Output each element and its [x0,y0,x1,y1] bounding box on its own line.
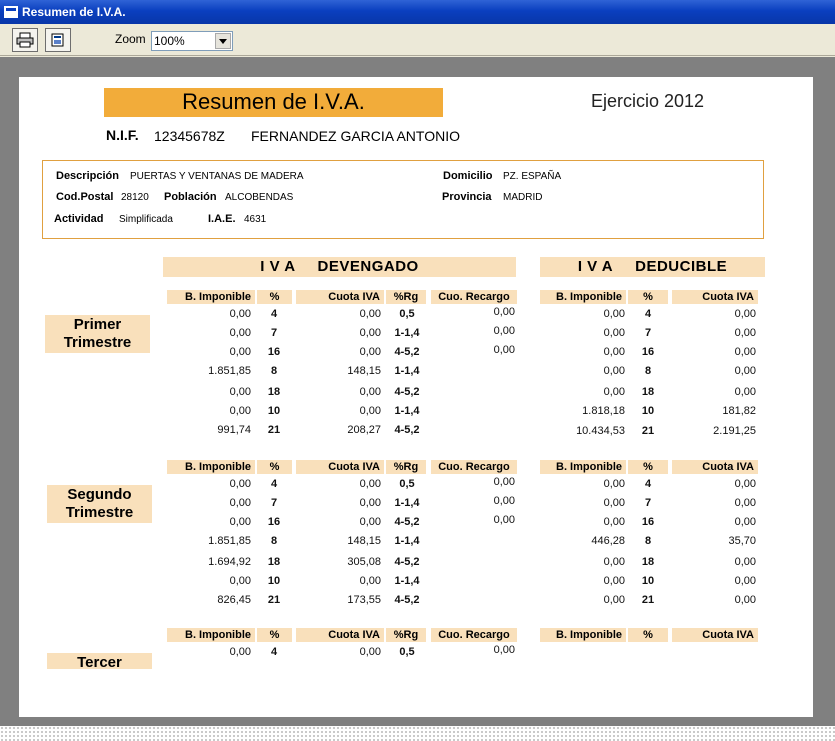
report-window-icon [4,6,18,18]
devengado-cell: 0,00 [359,478,381,490]
column-header: %Rg [386,290,426,304]
deducible-cell: 2.191,25 [713,425,756,437]
deducible-cell: 0,00 [734,386,756,398]
domicilio-label: Domicilio [443,170,493,182]
devengado-cell: 0,00 [493,644,515,656]
column-header: %Rg [386,628,426,642]
quarter-label-line: Segundo [67,486,132,503]
actividad-label: Actividad [54,213,104,225]
devengado-cell: 0,00 [359,405,381,417]
devengado-cell: 7 [270,497,278,509]
deducible-cell: 181,82 [722,405,756,417]
column-header: B. Imponible [167,460,255,474]
report-page [19,77,813,717]
devengado-cell [439,363,515,376]
descripcion-label: Descripción [56,170,119,182]
zoom-select[interactable] [151,31,233,51]
deducible-cell: 0,00 [734,308,756,320]
devengado-cell: 0,00 [359,308,381,320]
quarter-label-line: Trimestre [65,504,134,521]
devengado-cell: 4 [270,478,278,490]
fiscal-year: Ejercicio 2012 [591,91,705,111]
poblacion-label: Población [164,191,217,203]
devengado-cell: 1-1,4 [394,327,420,339]
devengado-cell: 4-5,2 [394,516,420,528]
descripcion-value: PUERTAS Y VENTANAS DE MADERA [130,171,304,182]
zoom-label: Zoom [115,32,146,46]
column-header: B. Imponible [167,628,255,642]
deducible-cell: 0,00 [734,497,756,509]
deducible-cell: 16 [641,346,655,358]
window-title: Resumen de I.V.A. [22,5,126,19]
deducible-cell: 0,00 [603,516,625,528]
devengado-cell: 0,00 [493,306,515,318]
codpostal-label: Cod.Postal [56,191,114,203]
devengado-cell: 1-1,4 [394,405,420,417]
nif-label: N.I.F. [106,127,139,143]
column-header: Cuo. Recargo [431,290,517,304]
devengado-cell: 0,00 [359,497,381,509]
taxpayer-name: FERNANDEZ GARCIA ANTONIO [251,128,460,144]
devengado-cell: 18 [267,386,281,398]
deducible-cell: 0,00 [734,478,756,490]
deducible-cell: 18 [641,556,655,568]
column-header: B. Imponible [540,628,626,642]
deducible-cell: 0,00 [603,497,625,509]
devengado-cell: 305,08 [347,556,381,568]
devengado-cell [439,554,515,567]
report-preview-area[interactable] [0,57,835,741]
deducible-cell: 21 [641,594,655,606]
column-header: Cuota IVA [672,460,758,474]
devengado-cell: 0,00 [359,516,381,528]
deducible-cell: 7 [644,497,652,509]
deducible-cell: 10.434,53 [576,425,625,437]
column-header: Cuota IVA [296,460,384,474]
devengado-cell: 1-1,4 [394,575,420,587]
column-header: Cuota IVA [672,628,758,642]
deducible-cell: 7 [644,327,652,339]
screen-dither-overlay [0,726,835,741]
devengado-cell: 826,45 [217,594,251,606]
column-header: Cuo. Recargo [431,628,517,642]
devengado-cell: 0,00 [359,646,381,658]
poblacion-value: ALCOBENDAS [225,192,294,203]
devengado-cell: 0,00 [493,325,515,337]
devengado-cell: 1-1,4 [394,497,420,509]
column-header: Cuota IVA [296,290,384,304]
deducible-cell: 4 [644,478,652,490]
deducible-cell: 8 [644,365,652,377]
devengado-cell: 21 [267,594,281,606]
deducible-cell: 0,00 [603,365,625,377]
quarter-label [45,315,150,353]
devengado-cell: 0,00 [493,344,515,356]
deducible-cell: 16 [641,516,655,528]
devengado-cell: 7 [270,327,278,339]
toolbar [0,24,835,56]
deducible-cell: 0,00 [603,308,625,320]
devengado-cell: 0,5 [399,308,415,320]
column-header: % [628,460,668,474]
report-title: Resumen de I.V.A. [104,88,443,117]
devengado-cell: 148,15 [347,365,381,377]
devengado-cell: 1-1,4 [394,535,420,547]
deducible-cell: 35,70 [728,535,756,547]
devengado-cell: 0,00 [359,327,381,339]
devengado-cell: 0,5 [399,478,415,490]
devengado-cell: 208,27 [347,424,381,436]
column-header: B. Imponible [167,290,255,304]
devengado-cell: 16 [267,516,281,528]
column-header: % [628,290,668,304]
devengado-cell: 991,74 [217,424,251,436]
devengado-cell: 0,00 [229,346,251,358]
deducible-cell: 0,00 [603,386,625,398]
deducible-cell: 1.818,18 [582,405,625,417]
column-header: % [257,460,292,474]
provincia-label: Provincia [442,191,492,203]
iva-devengado-title: I V A DEVENGADO [163,257,516,277]
deducible-cell: 0,00 [734,346,756,358]
quarter-label-line: Tercer [77,654,122,671]
deducible-cell: 0,00 [734,327,756,339]
deducible-cell: 0,00 [603,327,625,339]
devengado-cell [439,403,515,416]
devengado-cell [439,592,515,605]
devengado-cell: 0,00 [359,346,381,358]
devengado-cell: 1.694,92 [208,556,251,568]
devengado-cell: 0,00 [359,386,381,398]
deducible-cell: 446,28 [591,535,625,547]
iae-label: I.A.E. [208,213,236,225]
column-header: % [257,290,292,304]
devengado-cell: 18 [267,556,281,568]
devengado-cell: 8 [270,535,278,547]
devengado-cell: 1-1,4 [394,365,420,377]
page-setup-icon [49,32,67,48]
deducible-cell: 0,00 [734,575,756,587]
iae-value: 4631 [244,214,267,225]
devengado-cell: 173,55 [347,594,381,606]
devengado-cell: 0,00 [229,386,251,398]
column-header: % [628,628,668,642]
actividad-value: Simplificada [119,214,173,225]
devengado-cell: 0,00 [493,514,515,526]
column-header: % [257,628,292,642]
devengado-cell: 4-5,2 [394,424,420,436]
quarter-label-line: Trimestre [63,334,132,351]
devengado-cell: 148,15 [347,535,381,547]
deducible-cell: 10 [641,575,655,587]
column-header: Cuo. Recargo [431,460,517,474]
devengado-cell: 0,00 [229,308,251,320]
deducible-cell: 18 [641,386,655,398]
devengado-cell [439,573,515,586]
codpostal-value: 28120 [121,192,149,203]
domicilio-value: PZ. ESPAÑA [503,171,562,182]
devengado-cell: 4-5,2 [394,346,420,358]
devengado-cell: 0,00 [359,575,381,587]
deducible-cell: 0,00 [603,575,625,587]
devengado-cell: 4-5,2 [394,386,420,398]
deducible-cell: 0,00 [734,365,756,377]
devengado-cell: 0,00 [229,497,251,509]
devengado-cell: 4 [270,308,278,320]
devengado-cell: 4-5,2 [394,556,420,568]
chevron-down-icon[interactable] [215,33,231,49]
provincia-value: MADRID [503,192,543,203]
quarter-label [47,653,152,669]
page-setup-button[interactable] [45,28,71,52]
devengado-cell: 0,00 [229,405,251,417]
devengado-cell [439,533,515,546]
devengado-cell: 4-5,2 [394,594,420,606]
devengado-cell: 1.851,85 [208,365,251,377]
devengado-cell: 0,00 [229,478,251,490]
deducible-cell: 0,00 [603,594,625,606]
devengado-cell: 0,00 [229,646,251,658]
devengado-cell: 21 [267,424,281,436]
devengado-cell: 0,00 [493,495,515,507]
deducible-cell: 0,00 [603,556,625,568]
devengado-cell: 16 [267,346,281,358]
column-header: %Rg [386,460,426,474]
devengado-cell: 1.851,85 [208,535,251,547]
devengado-cell: 0,5 [399,646,415,658]
deducible-cell: 0,00 [734,556,756,568]
iva-deducible-title: I V A DEDUCIBLE [540,257,765,277]
devengado-cell: 0,00 [229,516,251,528]
devengado-cell: 4 [270,646,278,658]
deducible-cell: 0,00 [603,478,625,490]
deducible-cell: 4 [644,308,652,320]
devengado-cell: 0,00 [229,327,251,339]
quarter-label [47,485,152,523]
deducible-cell: 8 [644,535,652,547]
devengado-cell: 0,00 [229,575,251,587]
devengado-cell: 10 [267,405,281,417]
devengado-cell: 10 [267,575,281,587]
devengado-cell [439,422,515,435]
nif-value: 12345678Z [154,128,225,144]
window-title-bar [0,0,835,24]
devengado-cell [439,384,515,397]
zoom-value: 100% [154,34,185,48]
deducible-cell: 10 [641,405,655,417]
deducible-cell: 0,00 [603,346,625,358]
devengado-cell: 8 [270,365,278,377]
printer-icon [16,32,34,48]
deducible-cell: 21 [641,425,655,437]
column-header: Cuota IVA [672,290,758,304]
deducible-cell: 0,00 [734,516,756,528]
quarter-label-line: Primer [73,316,122,333]
column-header: B. Imponible [540,460,626,474]
devengado-cell: 0,00 [493,476,515,488]
taxpayer-info-box [42,160,764,239]
column-header: Cuota IVA [296,628,384,642]
print-button[interactable] [12,28,38,52]
column-header: B. Imponible [540,290,626,304]
deducible-cell: 0,00 [734,594,756,606]
